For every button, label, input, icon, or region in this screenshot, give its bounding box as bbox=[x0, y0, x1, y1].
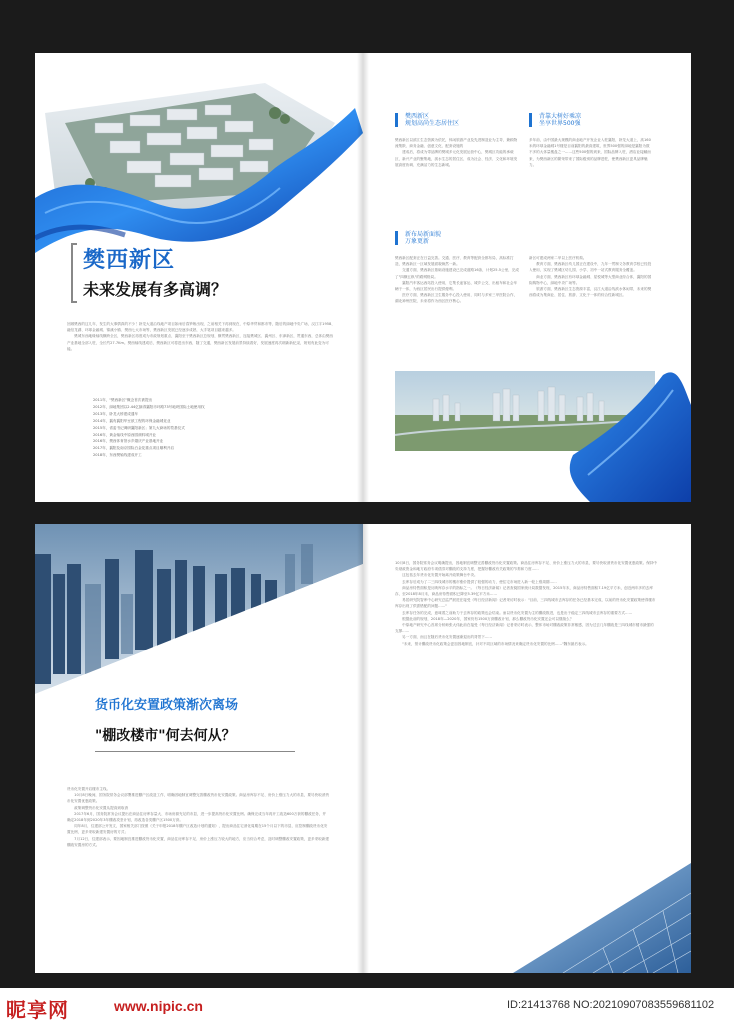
page-right-housing bbox=[363, 524, 691, 973]
watermark-id: ID:21413768 NO:20210907083559681102 bbox=[507, 999, 715, 1011]
page-left-housing bbox=[35, 524, 363, 973]
spread-gutter bbox=[357, 53, 369, 502]
intro-paragraph: 回顾樊西的这几年，发生的大事情真的不少！卧龙大道沿线地产项目如雨后春笋般出现，之前相关下再到现在，中原华贸和都市等，随后的绿地中央广场，汉江宇1958、融信龙湖、环球金融城、锦溪小镇、樊西七大市场等，樊西新区发展已经逐步成熟，大手笔项目越来越多。 樊城东西地缘轴线横跨全区，樊西新区再度成为市政规划重点，襄阳至于樊西新区总规划，横贯樊西新区，连接樊城区、襄州区、东津新区，贯通东西，总体由樊西产业基地全部入驻，全长约27.7Km。樊西轴线建成后，樊西新区可将进出东西，随了交通，樊西新区发展前景持续看好，发展速度再次刷新新纪录，规划有此变为可能。 bbox=[67, 322, 335, 351]
section-title-eco-zone: 樊西新区 规划高尚生态居住区 bbox=[395, 113, 459, 127]
page-left-fanxi bbox=[35, 53, 363, 502]
title-block-housing bbox=[95, 694, 345, 752]
section-body-top500: 多年前，由中国最大规模的商业地产开发企业入驻襄阳，卧龙大道上，高160米的环球金融城1号楼是目前襄阳的最高建筑，世界500强的绿地是襄阳为数不多的大体量楼盘之一……这些500强的到来，国际品牌入驻，酒店业接踵而来，为樊西新区的繁荣带来了国际级别的品牌进驻，使樊西新区更具品牌魅力。 bbox=[529, 138, 651, 167]
timeline-item: 2014年，襄有襄阳华豆歆工程的环保金融城竞业 bbox=[93, 418, 171, 423]
title-underline bbox=[95, 751, 295, 752]
housing-left-body: 货币化安置开启楼市主线。 10月8日晚间，国务院常务会议部署推进棚户区改造工作，明确因地制宜调整完善棚改货币化安置政策。商品房库存不足、房价上涨压力大的市县，要尽快取消货币化安置优惠政策。 政策调整货币化安置从提高到取消 2017年6月，国务院常务会议提出在商品住房库存量大、市场房源充足的市县，进一步提高货币化安置比例。确保完成当年再开工改造600万套的棚改任务，并确定2018年到2020年3年棚改攻坚计划，再改造各类棚户区1500万套。 同年8月，住建部公开发文，国家相关部门按照《关于申报2018年棚户区改造计划的通知》，提出商品住宅消化周期在15个月以下的市县，应控制棚改货币化安置比例，更多采取新建安置房的方式； 7月12日，住建部表示，要因地制宜推进棚改货币化安置，商品住房库存不足、房价上涨压力较大的地方，应当综合考虑，及时调整棚改安置政策，更多采取新建棚改安置房的方式。 bbox=[67, 787, 329, 847]
title-block bbox=[71, 243, 311, 311]
brochure-spread-top bbox=[35, 53, 691, 502]
section-title-top500: 背靠大树好乘凉 坐享世界500强 bbox=[529, 113, 581, 127]
timeline-list bbox=[93, 397, 333, 459]
housing-right-body: 10月8日，国务院常务会议明确提出，因地制宜调整完善棚改货币化安置政策。商品住房库存不足、房价上涨压力大的市县，要尽快取消货币化安置优惠政策。保持中央财政资金和地方政府专项债券对棚改的支持力度，把握好棚改有关政策的节奏和力度…… 这包括去年货币化安置开始离开政策舞台中央。 去库存后成为了二三四线城市的楼市涨价提供了较强的动力，使住宅市场进入新一轮上涨周期…… 商品房待售面积是反映库存水平的指标之一。《每日经济新闻》记者查阅国家统计局数据发现，2015年末，商品房待售面积7.19亿平方米，创近两年多的去库存，至2018年8月末，商品房待售面积已降至5.39亿平方米…… 易居研究院智库中心研究总监严跃进在接受《每日经济新闻》记者采访时表示："目前，三四线城市去库存的任务已经基本完成，以前的货币化安置政策使得楼市库存出现了供需错配的问题……" 去库存任务的完成，意味着之前助力于去库存的政策也会结束。而以货币化安置为主的棚改推进，也是出于稳定三四线城市去库存的重要方式…… 根据此前的规划，2018年—2020年，国家仍有1500万套棚改计划，那么棚改货币化安置还会可以继续么？ 中原地产研究中心首席分析师张大伟此前在接受《每日经济新闻》记者采访时表示，整体市场对棚改政策非常敏感，因为过去几年棚改是三四线城市楼市最强的支撑…… 另一方面，而且在随后货币化安置逐渐退出的背景下…… "未来，预计棚改货币化政策会更加因地制宜，针对不同区域的市场情况来确定货币化安置的比例……"魏东最后表示。 bbox=[395, 561, 657, 646]
brochure-spread-bottom bbox=[35, 524, 691, 973]
aerial-photo-industrial-park bbox=[35, 53, 363, 253]
section-body-eco-zone: 樊西新区以滨江生态资源为依托，休闲旅游产业及先进制造业为主导，兼顾物流集散、商务金融、创意文化、配套设施的 建成后，将成为带品牌的樊城多元化发展运营中心，樊城区功能的承载区，新兴产业的聚集地，滨水生态的居住区，成为社会、经济、文化和环境发展高度协调、充满活力的生态新城。 bbox=[395, 138, 518, 167]
page-title: 樊西新区 bbox=[83, 247, 176, 273]
city-skyline-photo bbox=[35, 524, 363, 694]
section-body-new-layout: 樊西新区配套正在日益完善。交通、医疗、教育等配套全都布局，高标准打造，樊西新区一区域发展面貌焕然一新。 交通方面，樊西新区基础设施建设已完成道路16条，计划25.5公里，完成了"四横五纵"的路网格局。 襄阳汽车客运西站投入使用，它集长途客运、城乡公交、出租车和社会车辆于一体，为西区居民出行提供便利。 医疗方面，樊西新区卫生服务中心投入使用，同时与多家三甲医院合作，湖北神州医院，未来将作为西区医疗核心。 bbox=[395, 256, 519, 304]
title-bracket-icon bbox=[71, 243, 77, 303]
timeline-item: 2018年，东西樊轴线建成开工 bbox=[93, 453, 142, 458]
page-subtitle: 未来发展有多高调？ bbox=[83, 280, 228, 299]
section-subtitle: "棚改楼市"何去何从？ bbox=[95, 728, 236, 744]
timeline-item: 2017年，襄阳及南京园际白金花重点项目顺利开启 bbox=[93, 446, 175, 451]
section-title: 货币化安置政策渐次离场 bbox=[95, 698, 239, 713]
timeline-item: 2013年，卧龙大桥建成通车 bbox=[93, 411, 139, 416]
watermark-url: www.nipic.cn bbox=[114, 998, 203, 1014]
timeline-item: 2016年，黄金轴线中原西园颜料城开业 bbox=[93, 432, 157, 437]
watermark-logo: 昵享网 bbox=[6, 998, 69, 1022]
glass-building-photo bbox=[363, 863, 691, 973]
spread-gutter bbox=[357, 524, 369, 973]
section-title-new-layout: 新布局新面貌 万象更新 bbox=[395, 231, 441, 245]
timeline-item: 2016年，樊西体育馆水乡婚庆产业基地开业 bbox=[93, 439, 164, 444]
timeline-item: 2011年，"樊西新区"概念首次被提出 bbox=[93, 398, 153, 402]
section-body-new-layout-cont: 新区可建成两家二甲以上医疗机构。 教育方面，樊西新区幼儿园正在建设中，九年一贯制义务教育学校已经投入使用，实现了樊城区幼儿园、小学、初中一站式教育服务全覆盖。 商业方面，樊西新区有环球金融城、星悦城等大型商业综合体，襄阳的国际购物中心，绿地中央广场等。 旅游方面，樊西新区生态资源丰富，汉江大道沿线滨水休闲带，未来的樊西将成为集商业、居住、旅游、文化于一体的综合性新城区。 bbox=[529, 256, 652, 298]
aerial-photo-new-district bbox=[363, 365, 691, 502]
page-right-fanxi bbox=[363, 53, 691, 502]
timeline-item: 2012年，绿地集团以2.44亿摘得襄阳市环路73号地块国际土地使用权 bbox=[93, 404, 205, 409]
timeline-item: 2015年，省委书记调研襄阳新区；第九大商场的奠基仪式 bbox=[93, 425, 185, 430]
